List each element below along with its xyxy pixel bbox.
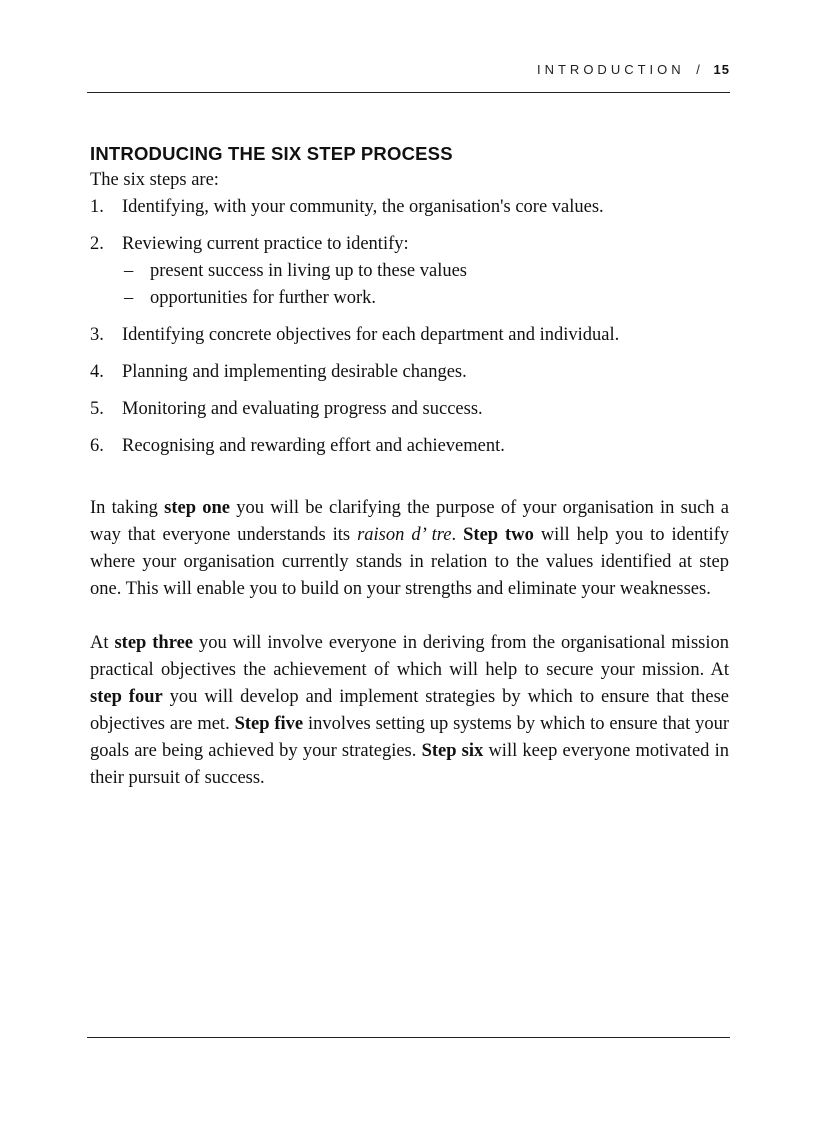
emphasis-step-six: Step six [421, 741, 484, 761]
paragraph-spacer [90, 470, 729, 495]
list-item [90, 322, 729, 349]
text-run: . [451, 525, 464, 545]
running-header [87, 62, 730, 77]
step-number: 5. [90, 399, 104, 419]
step-number: 2. [90, 234, 104, 254]
list-item [90, 433, 729, 460]
paragraph-step-one-two [90, 495, 729, 603]
emphasis-step-one: step one [164, 498, 231, 518]
step-text: Planning and implementing desirable changes. [122, 362, 467, 382]
text-run: will help you to identify where your organisation currently stands in relation to the values identified at step one. This will enable you to build on your strengths and eliminate your weaknesses. [90, 525, 730, 599]
header-rule [87, 92, 730, 93]
sub-list [122, 258, 729, 312]
step-text: Identifying concrete objectives for each department and individual. [122, 325, 620, 345]
section-title: INTRODUCING THE SIX STEP PROCESS [90, 143, 453, 164]
sub-list-item [122, 258, 729, 285]
page-body [90, 140, 729, 792]
text-run: involves setting up systems by which to ensure that your goals are being achieved by your strategies. [90, 714, 729, 761]
dash-bullet: – [124, 261, 134, 281]
step-number: 1. [90, 197, 104, 217]
step-text: Monitoring and evaluating progress and success. [122, 399, 483, 419]
sub-item-text: opportunities for further work. [150, 288, 377, 308]
list-item [90, 396, 729, 423]
list-item [90, 194, 729, 221]
running-title: INTRODUCTION [536, 62, 685, 77]
header-separator: / [696, 62, 704, 77]
page-number: 15 [713, 62, 730, 77]
steps-list [90, 194, 729, 460]
text-run: you will involve everyone in deriving from the organisational mission practical objectives the achievement of which will help to secure your mission. At [90, 633, 729, 680]
emphasis-step-three: step three [114, 633, 194, 653]
step-text: Reviewing current practice to identify: [122, 234, 409, 254]
footer-rule [87, 1037, 730, 1038]
emphasis-step-five: Step five [234, 714, 304, 734]
text-run: At [90, 633, 115, 653]
section-intro: The six steps are: [90, 170, 219, 190]
text-run: In taking [90, 498, 165, 518]
list-item [90, 231, 729, 312]
step-number: 3. [90, 325, 104, 345]
step-text: Recognising and rewarding effort and achievement. [122, 436, 505, 456]
list-item [90, 359, 729, 386]
text-run: you will develop and implement strategies by which to ensure that these objectives are met. [90, 687, 729, 734]
sub-list-item [122, 285, 729, 312]
italic-phrase: raison d’ tre [357, 525, 452, 545]
text-run: you will be clarifying the purpose of your organisation in such a way that everyone understands its [90, 498, 729, 545]
dash-bullet: – [124, 288, 134, 308]
text-run: will keep everyone motivated in their pursuit of success. [90, 741, 729, 788]
paragraph-step-three-six [90, 630, 729, 792]
emphasis-step-four: step four [90, 687, 163, 707]
step-number: 6. [90, 436, 104, 456]
step-number: 4. [90, 362, 104, 382]
sub-item-text: present success in living up to these values [150, 261, 468, 281]
emphasis-step-two: Step two [463, 525, 534, 545]
step-text: Identifying, with your community, the organisation's core values. [122, 197, 604, 217]
